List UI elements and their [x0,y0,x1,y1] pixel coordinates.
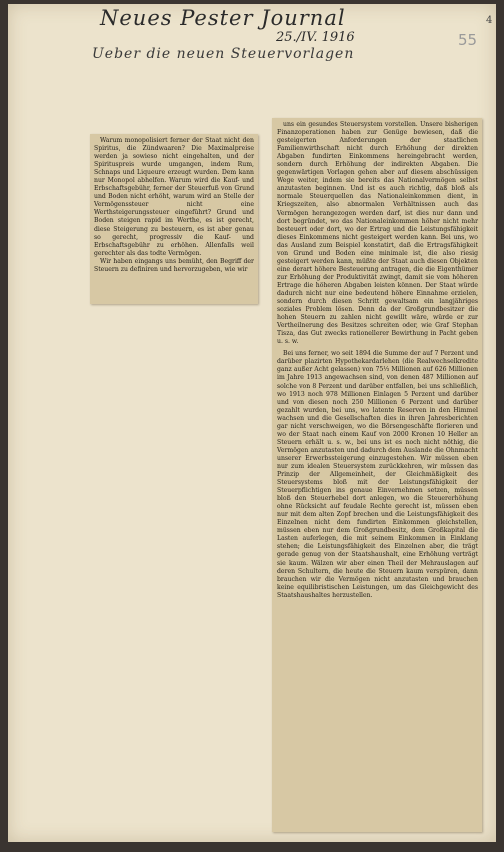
archive-sheet [8,4,496,842]
clipping-right-paragraph: Bei uns ferner, wo seit 1894 die Summe der auf 7 Perzent und darüber plazirten Hypothekardarlehen (die Realwechselkredite ganz außer Acht gelassen) von 75⅓ Millionen auf 626 Millionen im Jahre 1913 angewachsen sind, von denen 487 Millionen auf solche von 8 Perzent und darüber entfallen, bei uns schließlich, wo 1913 noch 978 Millionen Einlagen 5 Perzent und darüber und von diesen noch 250 Millionen 6 Perzent und darüber gezahlt wurden, bei uns, wo latente Reserven in den Himmel wachsen und die Gesellschaften dies in ihren Jahresberichten gar nicht verschweigen, wo die Börsengeschäfte florieren und wo der Staat nach einem Kauf von 2000 Kronen 10 Heller an Steuern erhält u. s. w., bei uns ist es noch nicht nöthig, die Vermögen anzutasten und dadurch dem Auslande die Ohnmacht unserer Erwerbssteigerung einzugestehen. Wir müssen eben nur zum idealen Steuersystem zurückkehren, wir müssen das Prinzip der Allgemeinheit, der Gleichmäßigkeit des Steuersystems bloß mit der Leistungsfähigkeit der Steuerpflichtigen ins genaue Einvernehmen setzen, müssen bloß den Steuerhebel dort anlegen, wo die Steuererhöhung ohne Rücksicht auf feudale Rechte gerecht ist, müssen eben nur mit dem alten Zopf brechen und die Leistungsfähigkeit des Einzelnen nicht dem fundirten Einkommen gleichstellen, müssen eben nur dem Großgrundbesitz, dem Großkapital die Lasten auferlegen, die mit seinem Einkommen in Einklang stehen; die Leistungsfähigkeit des Einzelnen aber, die trägt gerade genug von der Staatshaushalt, eine Erhöhung verträgt sie kaum. Wälzen wir aber einen Theil der Mehrauslagen auf deren Schultern, die heute die Steuern kaum verspüren, dann brauchen wir die Vermögen nicht anzutasten und brauchen keine equilibristischen Leistungen, um das Gleichgewicht des Staatshaushaltes herzustellen. [277,350,478,599]
clipping-subject: Ueber die neuen Steuervorlagen [92,46,355,62]
clipping-left [90,134,258,304]
corner-mark: 4 [486,15,493,26]
clipping-left-paragraph: Wir haben eingangs uns bemüht, den Begriff der Steuern zu definiren und hervorzugeben, wie wir [94,257,254,273]
clipping-date: 25./IV. 1916 [276,30,355,45]
clipping-right [272,118,482,832]
newspaper-name: Neues Pester Journal [100,6,346,30]
folio-number: 55 [458,31,478,49]
clipping-left-paragraph: Warum monopolisiert ferner der Staat nicht den Spiritus, die Zündwaaren? Die Maximalpreise werden ja sowieso nicht eingehalten, und der Spirituspreis wurde umgangen, indem Rum, Schnaps und Liqueure erzeugt wurden. Dem kann nur Monopol abhelfen. Warum wird die Kauf- und Erbschaftsgebühr, ferner der Steuerfuß von Grund und Boden nicht erhöht, warum wird an Stelle der Vermögenssteuer nicht eine Werthsteigerungssteuer eingeführt? Grund und Boden steigen rapid im Werthe, es ist gerecht, diese Steigerung zu besteuern, es ist aber genau so gerecht, progressiv die Kauf- und Erbschaftsgebühr zu erhöhen. Allenfalls weil gerechter als das todte Vermögen. [94,137,254,257]
clipping-right-paragraph: uns ein gesundes Steuersystem vorstellen. Unsere bisherigen Finanzoperationen haben zur Genüge bewiesen, daß die gesteigerten Anforderungen der staatlichen Familienwirthschaft nicht durch Erhöhung der direkten Abgaben fundirten Einkommens hereingebracht werden, sondern durch Erhöhung der indirekten Abgaben. Die gegenwärtigen Vorlagen gehen aber auf diesem abschüssigen Wege weiter, indem sie bereits das Nationalvermögen selbst anzutasten beginnen. Und ist es auch richtig, daß bloß als normale Steuerquellen das Nationaleinkommen dient, in Kriegszeiten, also abnormalen Verhältnissen auch das Vermögen herangezogen werden darf, ist dies nur dann und dort begründet, wo das Nationaleinkommen höher nicht mehr besteuert oder dort, wo der Ertrag und die Leistungsfähigkeit dieses Einkommens nicht gesteigert werden kann. Bei uns, wo das Ausland zum Beispiel konstatirt, daß die Ertragsfähigkeit von Grund und Boden eine minimale ist, die also riesig gesteigert werden kann, müßte der Staat auch diesen Objekten eine derart höhere Besteuerung antragen, die die Eigenthümer zur Erhöhung der Produktivität zwingt, damit sie vom höheren Ertrage die höheren Abgaben leisten können. Der Staat würde dadurch nicht nur eine bedeutend höhere Einnahme erzielen, sondern durch diesen Schritt gewaltsam ein langjähriges soziales Problem lösen. Denn da der Großgrundbesitzer die hohen Steuern zu zahlen nicht gewillt wäre, würde er zur Vertheilnerung des Besitzes schreiten oder, wie Graf Stephan Tisza, das Gut zwecks rationellerer Bewirthung in Pacht geben u. s. w. [277,121,478,346]
